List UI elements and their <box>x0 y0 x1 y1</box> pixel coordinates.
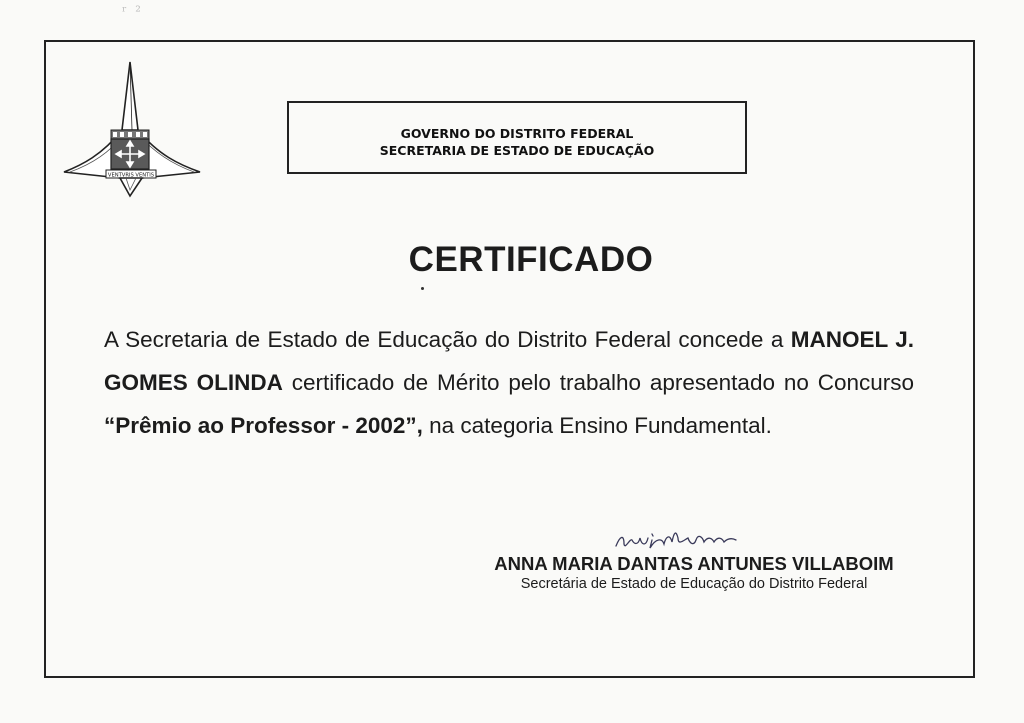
body-middle: certificado de Mérito pelo trabalho apresentado no Concurso <box>282 370 914 395</box>
certificate-body <box>104 318 914 447</box>
brasilia-coat-of-arms-icon <box>62 60 202 200</box>
body-category: na categoria Ensino Fundamental. <box>422 413 772 438</box>
award-name: “Prêmio ao Professor - 2002”, <box>104 413 423 438</box>
svg-text:VENTVRIS VENTIS: VENTVRIS VENTIS <box>107 172 155 179</box>
body-intro: A Secretaria de Estado de Educação do Distrito Federal concede a <box>104 327 791 352</box>
recipient-name: MANOEL J. GOMES OLINDA <box>104 327 914 395</box>
ink-dot <box>421 287 424 290</box>
signatory-role: Secretária de Estado de Educação do Distrito Federal <box>520 576 868 592</box>
certificate-title: CERTIFICADO <box>408 240 654 279</box>
header-secretariat: SECRETARIA DE ESTADO DE EDUCAÇÃO <box>379 142 655 158</box>
header-government: GOVERNO DO DISTRITO FEDERAL <box>400 125 634 141</box>
scan-pencil-mark: ʳ ² <box>122 4 143 20</box>
signatory-name: ANNA MARIA DANTAS ANTUNES VILLABOIM <box>494 553 894 574</box>
institution-header-box <box>287 101 747 174</box>
